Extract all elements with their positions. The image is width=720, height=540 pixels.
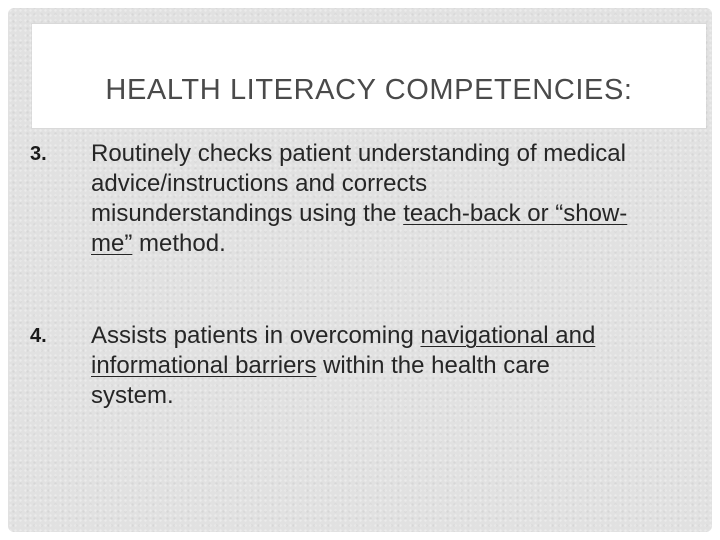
item-text-underlined: teach-back or “show-me” <box>91 200 628 257</box>
item-text-before: Routinely checks patient understanding of medical advice/instructions and corrects misunderstandings using the <box>91 140 626 227</box>
slide <box>8 8 712 532</box>
item-text <box>91 139 631 259</box>
item-text-after: within the health care system. <box>91 352 550 409</box>
item-text-before: Assists patients in overcoming <box>91 322 421 349</box>
slide-title: HEALTH LITERACY COMPETENCIES: <box>105 74 633 106</box>
title-box <box>32 24 706 128</box>
item-text-after: method. <box>132 230 226 257</box>
item-text-underlined: navigational and informational barriers <box>91 322 596 379</box>
item-number: 3. <box>30 143 47 165</box>
item-number: 4. <box>30 325 47 347</box>
item-text <box>91 321 631 411</box>
